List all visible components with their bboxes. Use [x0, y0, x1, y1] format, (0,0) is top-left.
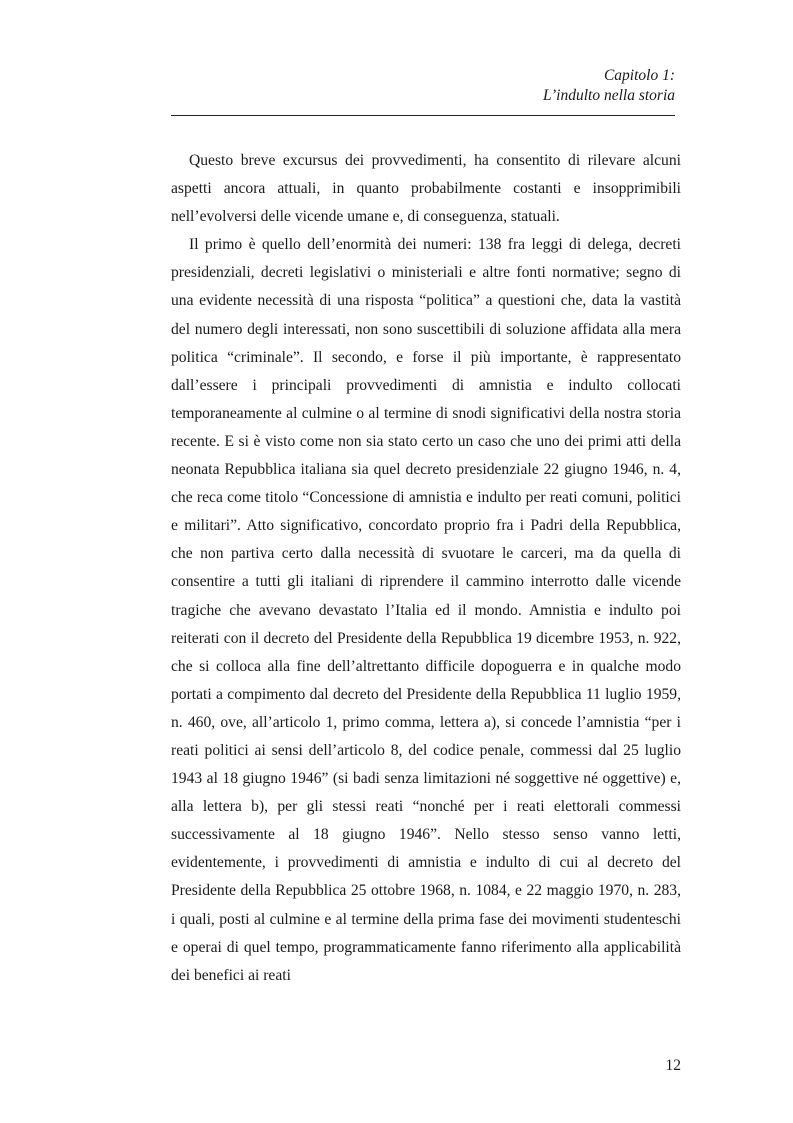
body-text: [171, 147, 681, 990]
running-header: [171, 66, 675, 106]
page-number: 12: [665, 1057, 681, 1074]
paragraph-2: Il primo è quello dell’enormità dei numeri: 138 fra leggi di delega, decreti presidenziali, decreti legislativi o ministeriali e altre fonti normative; segno di una evidente necessità di una risposta “politica” a questioni che, data la vastità del numero degli interessati, non sono suscettibili di soluzione affidata alla mera politica “criminale”. Il secondo, e forse il più importante, è rappresentato dall’essere i principali provvedimenti di amnistia e indulto collocati temporaneamente al culmine o al termine di snodi significativi della nostra storia recente. E si è visto come non sia stato certo un caso che uno dei primi atti della neonata Repubblica italiana sia quel decreto presidenziale 22 giugno 1946, n. 4, che reca come titolo “Concessione di amnistia e indulto per reati comuni, politici e militari”. Atto significativo, concordato proprio fra i Padri della Repubblica, che non partiva certo dalla necessità di svuotare le carceri, ma da quella di consentire a tutti gli italiani di riprendere il cammino interrotto dalle vicende tragiche che avevano devastato l’Italia ed il mondo. Amnistia e indulto poi reiterati con il decreto del Presidente della Repubblica 19 dicembre 1953, n. 922, che si colloca alla fine dell’altrettanto difficile dopoguerra e in qualche modo portati a compimento dal decreto del Presidente della Repubblica 11 luglio 1959, n. 460, ove, all’articolo 1, primo comma, lettera a), si concede l’amnistia “per i reati politici ai sensi dell’articolo 8, del codice penale, commessi dal 25 luglio 1943 al 18 giugno 1946” (si badi senza limitazioni né soggettive né oggettive) e, alla lettera b), per gli stessi reati “nonché per i reati elettorali commessi successivamente al 18 giugno 1946”. Nello stesso senso vanno letti, evidentemente, i provvedimenti di amnistia e indulto di cui al decreto del Presidente della Repubblica 25 ottobre 1968, n. 1084, e 22 maggio 1970, n. 283, i quali, posti al culmine e al termine della prima fase dei movimenti studenteschi e operai di quel tempo, programmaticamente fanno riferimento alla applicabilità dei benefici ai reati: [171, 236, 681, 984]
header-rule: [171, 115, 675, 116]
header-chapter: Capitolo 1:: [603, 67, 675, 84]
paragraph-1: Questo breve excursus dei provvedimenti, ha consentito di rilevare alcuni aspetti ancora attuali, in quanto probabilmente costanti e insopprimibili nell’evolversi delle vicende umane e, di conseguenza, statuali.: [171, 152, 681, 226]
header-title: L’indulto nella storia: [542, 87, 675, 104]
